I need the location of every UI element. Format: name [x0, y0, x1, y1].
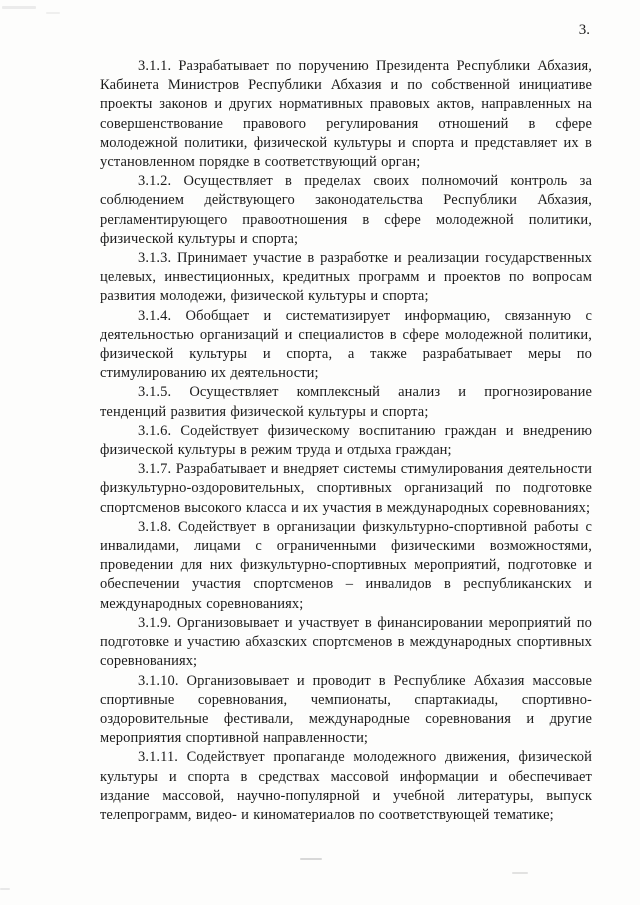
paragraph-3-1-1: 3.1.1. Разрабатывает по поручению Президента Республики Абхазия, Кабинета Министров Республики Абхазия и по собственной инициативе проекты законов и других нормативных правовых актов, направленных на совершенствование правового регулирования отношений в сфере молодежной политики, физической культуры и спорта и представляет их в установленном порядке в соответствующий орган; — [100, 58, 592, 171]
paragraph-3-1-6: 3.1.6. Содействует физическому воспитанию граждан и внедрению физической культуры в режим труда и отдыха граждан; — [100, 422, 592, 459]
paragraph-3-1-9: 3.1.9. Организовывает и участвует в финансировании мероприятий по подготовке и участию абхазских спортсменов в международных спортивных соревнованиях; — [100, 614, 592, 670]
scan-artifact — [0, 888, 10, 890]
paragraph-3-1-3: 3.1.3. Принимает участие в разработке и реализации государственных целевых, инвестиционных, кредитных программ и проектов по вопросам развития молодежи, физической культуры и спорта; — [100, 250, 592, 305]
paragraph-3-1-10: 3.1.10. Организовывает и проводит в Республике Абхазия массовые спортивные соревнования, чемпионаты, спартакиады, спортивно-оздоровительные фестивали, международные соревнования и другие мероприятия спортивной направленности; — [100, 672, 592, 747]
scan-artifact — [46, 12, 60, 14]
paragraph-3-1-4: 3.1.4. Обобщает и систематизирует информацию, связанную с деятельностью организаций и специалистов в сфере молодежной политики, физической культуры и спорта, а также разрабатывает меры по стимулированию их деятельности; — [100, 307, 592, 382]
paragraph-3-1-2: 3.1.2. Осуществляет в пределах своих полномочий контроль за соблюдением действующего законодательства Республики Абхазия, регламентирующего правоотношения в сфере молодежной политики, физической культуры и спорта; — [100, 173, 592, 247]
page-number: 3. — [578, 22, 590, 38]
paragraph-3-1-8: 3.1.8. Содействует в организации физкультурно-спортивной работы с инвалидами, лицами с ограниченными физическими возможностями, проведении для них физкультурно-спортивных мероприятий, подготовке и обеспечении участия спортсменов – инвалидов в республиканских и международных соревнованиях; — [100, 518, 592, 612]
scan-artifact — [512, 872, 528, 874]
paragraph-3-1-5: 3.1.5. Осуществляет комплексный анализ и прогнозирование тенденций развития физической культуры и спорта; — [100, 384, 592, 420]
paragraph-3-1-11: 3.1.11. Содействует пропаганде молодежного движения, физической культуры и спорта в средствах массовой информации и обеспечивает издание массовой, научно-популярной и учебной литературы, выпуск телепрограмм, видео- и киноматериалов по соответствующей тематике; — [100, 749, 592, 823]
paragraph-3-1-7: 3.1.7. Разрабатывает и внедряет системы стимулирования деятельности физкультурно-оздоровительных, спортивных организаций по подготовке спортсменов высокого класса и их участия в международных соревнованиях; — [100, 461, 592, 516]
document-body — [100, 57, 592, 825]
scan-artifact — [2, 6, 36, 9]
scan-artifact — [300, 858, 322, 860]
